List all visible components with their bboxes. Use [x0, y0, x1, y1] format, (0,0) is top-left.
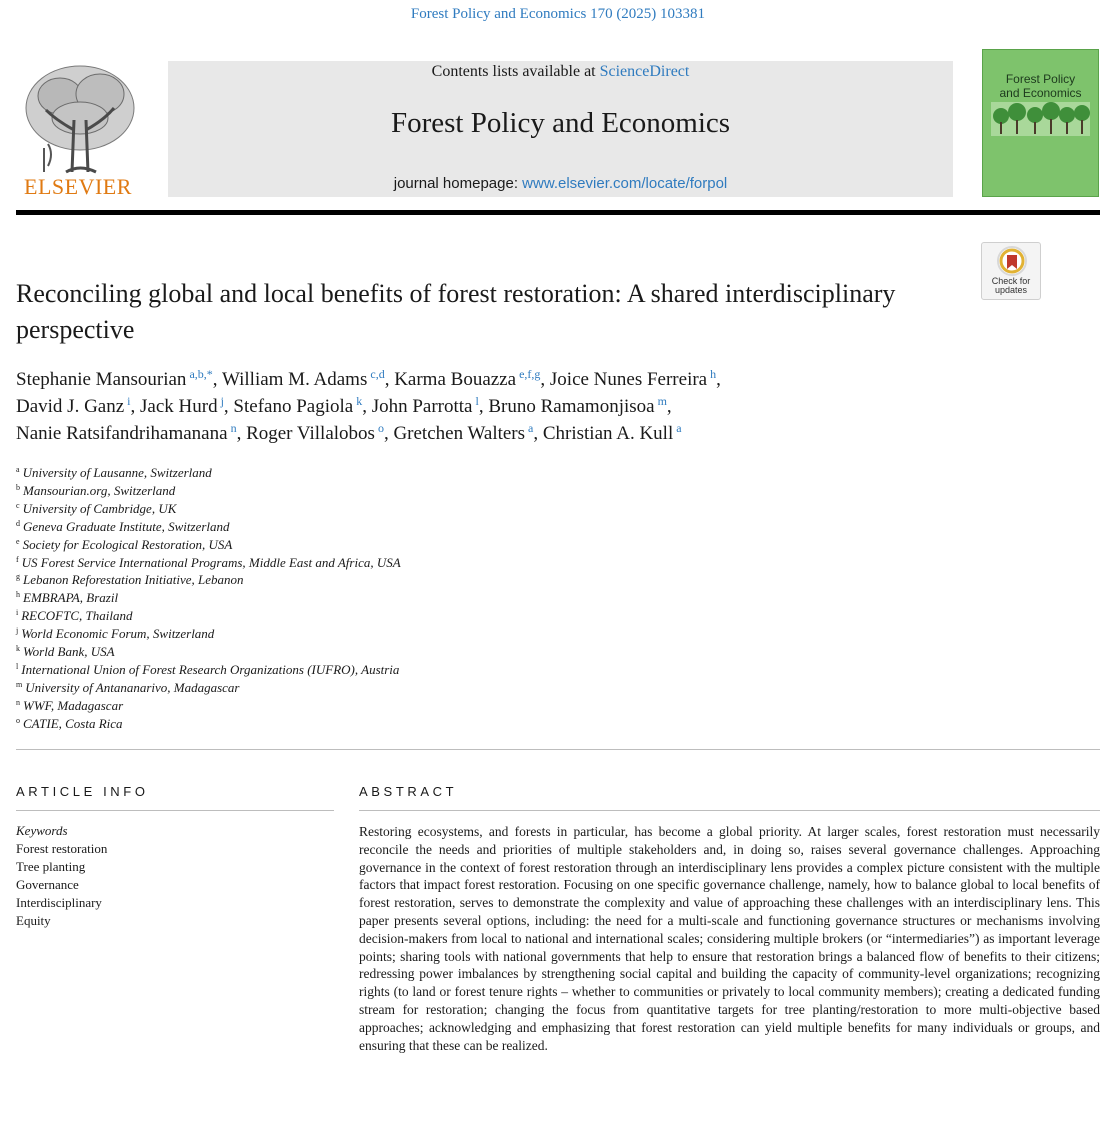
author-affiliation-marker[interactable]: c,d — [370, 367, 385, 381]
keywords-heading: Keywords — [16, 823, 68, 838]
affiliation-item — [16, 554, 716, 572]
author-affiliation-marker[interactable]: e,f,g — [519, 367, 541, 381]
affiliation-key: j — [16, 626, 19, 636]
abstract-text: Restoring ecosystems, and forests in particular, has become a global priority. At larger scales, forest restoration must necessarily reconcile the needs and priorities of multiple stakeholders and, in doing so, raises several governance challenges. Approaching governance in the context of forest restoration through an interdisciplinary lens provides a complex picture consistent with the multiple factors that impact forest restoration. Focusing on one specific governance challenge, namely, how to balance global to local benefits of forest restoration, serves to demonstrate the complexity and value of approaching these challenges with an interdisciplinary lens. This paper presents several options, including: the need for a multi-scale and functioning governance structures or mechanisms involving decision-makers from local to national and international scales; considering multiple brokers (or “intermediaries”) as important leverage points; sharing tools with national governments that help to ensure that restoration brings a balanced flow of benefits to their citizens; redressing power imbalances by strengthening social capital and building the capacity of community-level organizations; recognizing rights (to land or forest tenure rights – whether to communities or privately to local community members); creating a dedicated funding stream for restoration; changing the focus from quantitative targets for tree planting/restoration to more multi-objective based approaches; acknowledging and emphasizing that forest restoration can yield multiple benefits for many individuals or groups, and ensuring that these can be realized. — [359, 824, 1100, 1053]
homepage-prefix: journal homepage: — [393, 175, 523, 192]
affiliation-text: WWF, Madagascar — [23, 697, 124, 713]
affiliation-key: e — [16, 536, 20, 546]
affiliation-item — [16, 661, 716, 679]
article-info-rule — [16, 810, 334, 811]
masthead-divider — [16, 210, 1100, 215]
cover-title: Forest Policy and Economics — [999, 72, 1082, 100]
affiliation-item — [16, 464, 716, 482]
author-affiliation-marker[interactable]: i — [127, 394, 131, 408]
affiliation-key: m — [16, 679, 23, 689]
author-affiliation-marker[interactable]: a,b,* — [189, 367, 213, 381]
check-for-updates-button[interactable] — [981, 242, 1041, 300]
author-affiliation-marker[interactable]: k — [356, 394, 363, 408]
affiliation-key: n — [16, 697, 20, 707]
keywords-block — [16, 822, 316, 930]
author-name[interactable]: William M. Adams — [221, 369, 368, 390]
author-affiliation-marker[interactable]: n — [230, 421, 237, 435]
affiliation-key: h — [16, 590, 20, 600]
affiliation-key: l — [16, 661, 19, 671]
affiliation-text: World Economic Forum, Switzerland — [21, 626, 215, 642]
author-name[interactable]: Joice Nunes Ferreira — [549, 369, 708, 390]
journal-homepage-link[interactable]: www.elsevier.com/locate/forpol — [522, 175, 728, 192]
homepage-line — [168, 175, 953, 192]
check-updates-icon — [982, 243, 1042, 279]
author-affiliation-marker[interactable]: o — [377, 421, 384, 435]
check-updates-label: Check for updates — [991, 276, 1031, 295]
affiliation-text: Mansourian.org, Switzerland — [23, 482, 176, 498]
journal-masthead — [16, 46, 1100, 198]
paper-title: Reconciling global and local benefits of forest restoration: A shared interdisciplinary perspective — [16, 279, 896, 344]
affiliation-item — [16, 518, 716, 536]
affiliation-text: World Bank, USA — [23, 644, 115, 660]
author-affiliation-marker[interactable]: h — [710, 367, 717, 381]
author-name[interactable]: Karma Bouazza — [394, 369, 517, 390]
author-name[interactable]: Nanie Ratsifandrihamanana — [16, 423, 228, 444]
author-name[interactable]: Stefano Pagiola — [233, 396, 354, 417]
abstract-rule — [359, 810, 1100, 811]
affiliation-item — [16, 625, 716, 643]
author-name[interactable]: Jack Hurd — [140, 396, 218, 417]
affiliation-key: d — [16, 518, 20, 528]
publisher-wordmark[interactable]: ELSEVIER — [24, 174, 132, 199]
affiliation-item — [16, 482, 716, 500]
affiliation-text: Lebanon Reforestation Initiative, Lebanon — [23, 572, 244, 588]
affiliation-key: o — [16, 715, 20, 725]
author-name[interactable]: Gretchen Walters — [393, 423, 526, 444]
affiliation-text: RECOFTC, Thailand — [21, 608, 133, 624]
affiliation-item — [16, 589, 716, 607]
abstract-heading: ABSTRACT — [359, 784, 458, 799]
author-name[interactable]: Roger Villalobos — [246, 423, 375, 444]
affiliation-text: University of Cambridge, UK — [22, 500, 177, 516]
affiliation-item — [16, 500, 716, 518]
author-affiliation-marker[interactable]: a — [528, 421, 534, 435]
affiliation-key: b — [16, 482, 20, 492]
author-name[interactable]: John Parrotta — [371, 396, 473, 417]
affiliation-key: g — [16, 572, 20, 582]
keyword-item[interactable]: Interdisciplinary — [16, 895, 102, 910]
affiliation-key: c — [16, 500, 20, 510]
affiliation-item — [16, 607, 716, 625]
affiliation-text: Geneva Graduate Institute, Switzerland — [23, 518, 230, 534]
cover-forest-image-icon — [991, 102, 1090, 136]
affiliation-key: k — [16, 644, 20, 654]
header-divider — [16, 749, 1100, 750]
journal-citation[interactable]: Forest Policy and Economics 170 (2025) 103381 — [410, 6, 706, 22]
affiliation-item — [16, 679, 716, 697]
affiliation-text: EMBRAPA, Brazil — [23, 590, 119, 606]
affiliation-list — [16, 464, 716, 733]
author-affiliation-marker[interactable]: j — [220, 394, 224, 408]
affiliation-text: International Union of Forest Research Organizations (IUFRO), Austria — [21, 661, 400, 677]
keyword-item[interactable]: Governance — [16, 877, 79, 892]
author-list: Stephanie Mansourian $^{a,b,*}$, William M. Adams $^{c,d}$, Karma Bouazza $^{e,f,g}$, Joice Nunes Ferreira $^h$, David J. Ganz $^i$, Jack Hurd $^j$, Stefano Pagiola $^k$, John Parrotta $^l$, Bruno Ramamonjisoa $^m$, Nanie Ratsifandrihamanana $^n$, Roger Villalobos $^o$, Gretchen Walters $^a$, Christian A. Kull $^a$ — [16, 367, 721, 444]
contents-prefix: Contents lists available at — [431, 63, 600, 80]
author-affiliation-marker[interactable]: m — [657, 394, 667, 408]
keyword-item[interactable]: Equity — [16, 913, 51, 928]
author-affiliation-marker[interactable]: l — [475, 394, 479, 408]
keyword-item[interactable]: Forest restoration — [16, 841, 108, 856]
affiliation-item — [16, 571, 716, 589]
affiliation-text: Society for Ecological Restoration, USA — [22, 536, 233, 552]
author-affiliation-marker[interactable]: a — [676, 421, 682, 435]
author-name[interactable]: Bruno Ramamonjisoa — [488, 396, 655, 417]
author-name[interactable]: Stephanie Mansourian — [16, 369, 187, 390]
contents-line — [168, 63, 953, 81]
affiliation-item — [16, 536, 716, 554]
affiliation-text: CATIE, Costa Rica — [23, 715, 123, 731]
affiliation-text: University of Antananarivo, Madagascar — [25, 679, 240, 695]
author-name[interactable]: David J. Ganz — [16, 396, 125, 417]
affiliation-item — [16, 715, 716, 733]
affiliation-text: University of Lausanne, Switzerland — [22, 465, 212, 480]
article-info-heading: ARTICLE INFO — [16, 784, 149, 799]
affiliation-key: f — [16, 554, 19, 564]
author-name[interactable]: Christian A. Kull — [542, 423, 674, 444]
affiliation-item — [16, 643, 716, 661]
keyword-item[interactable]: Tree planting — [16, 859, 86, 874]
affiliation-item — [16, 697, 716, 715]
journal-title: Forest Policy and Economics — [390, 107, 731, 139]
affiliation-text: US Forest Service International Programs, Middle East and Africa, USA — [21, 554, 401, 570]
journal-header-box — [168, 61, 953, 197]
sciencedirect-link[interactable]: ScienceDirect — [599, 63, 690, 80]
affiliation-key: i — [16, 608, 19, 618]
affiliation-key: a — [16, 465, 20, 474]
journal-cover-thumbnail[interactable] — [982, 49, 1099, 197]
